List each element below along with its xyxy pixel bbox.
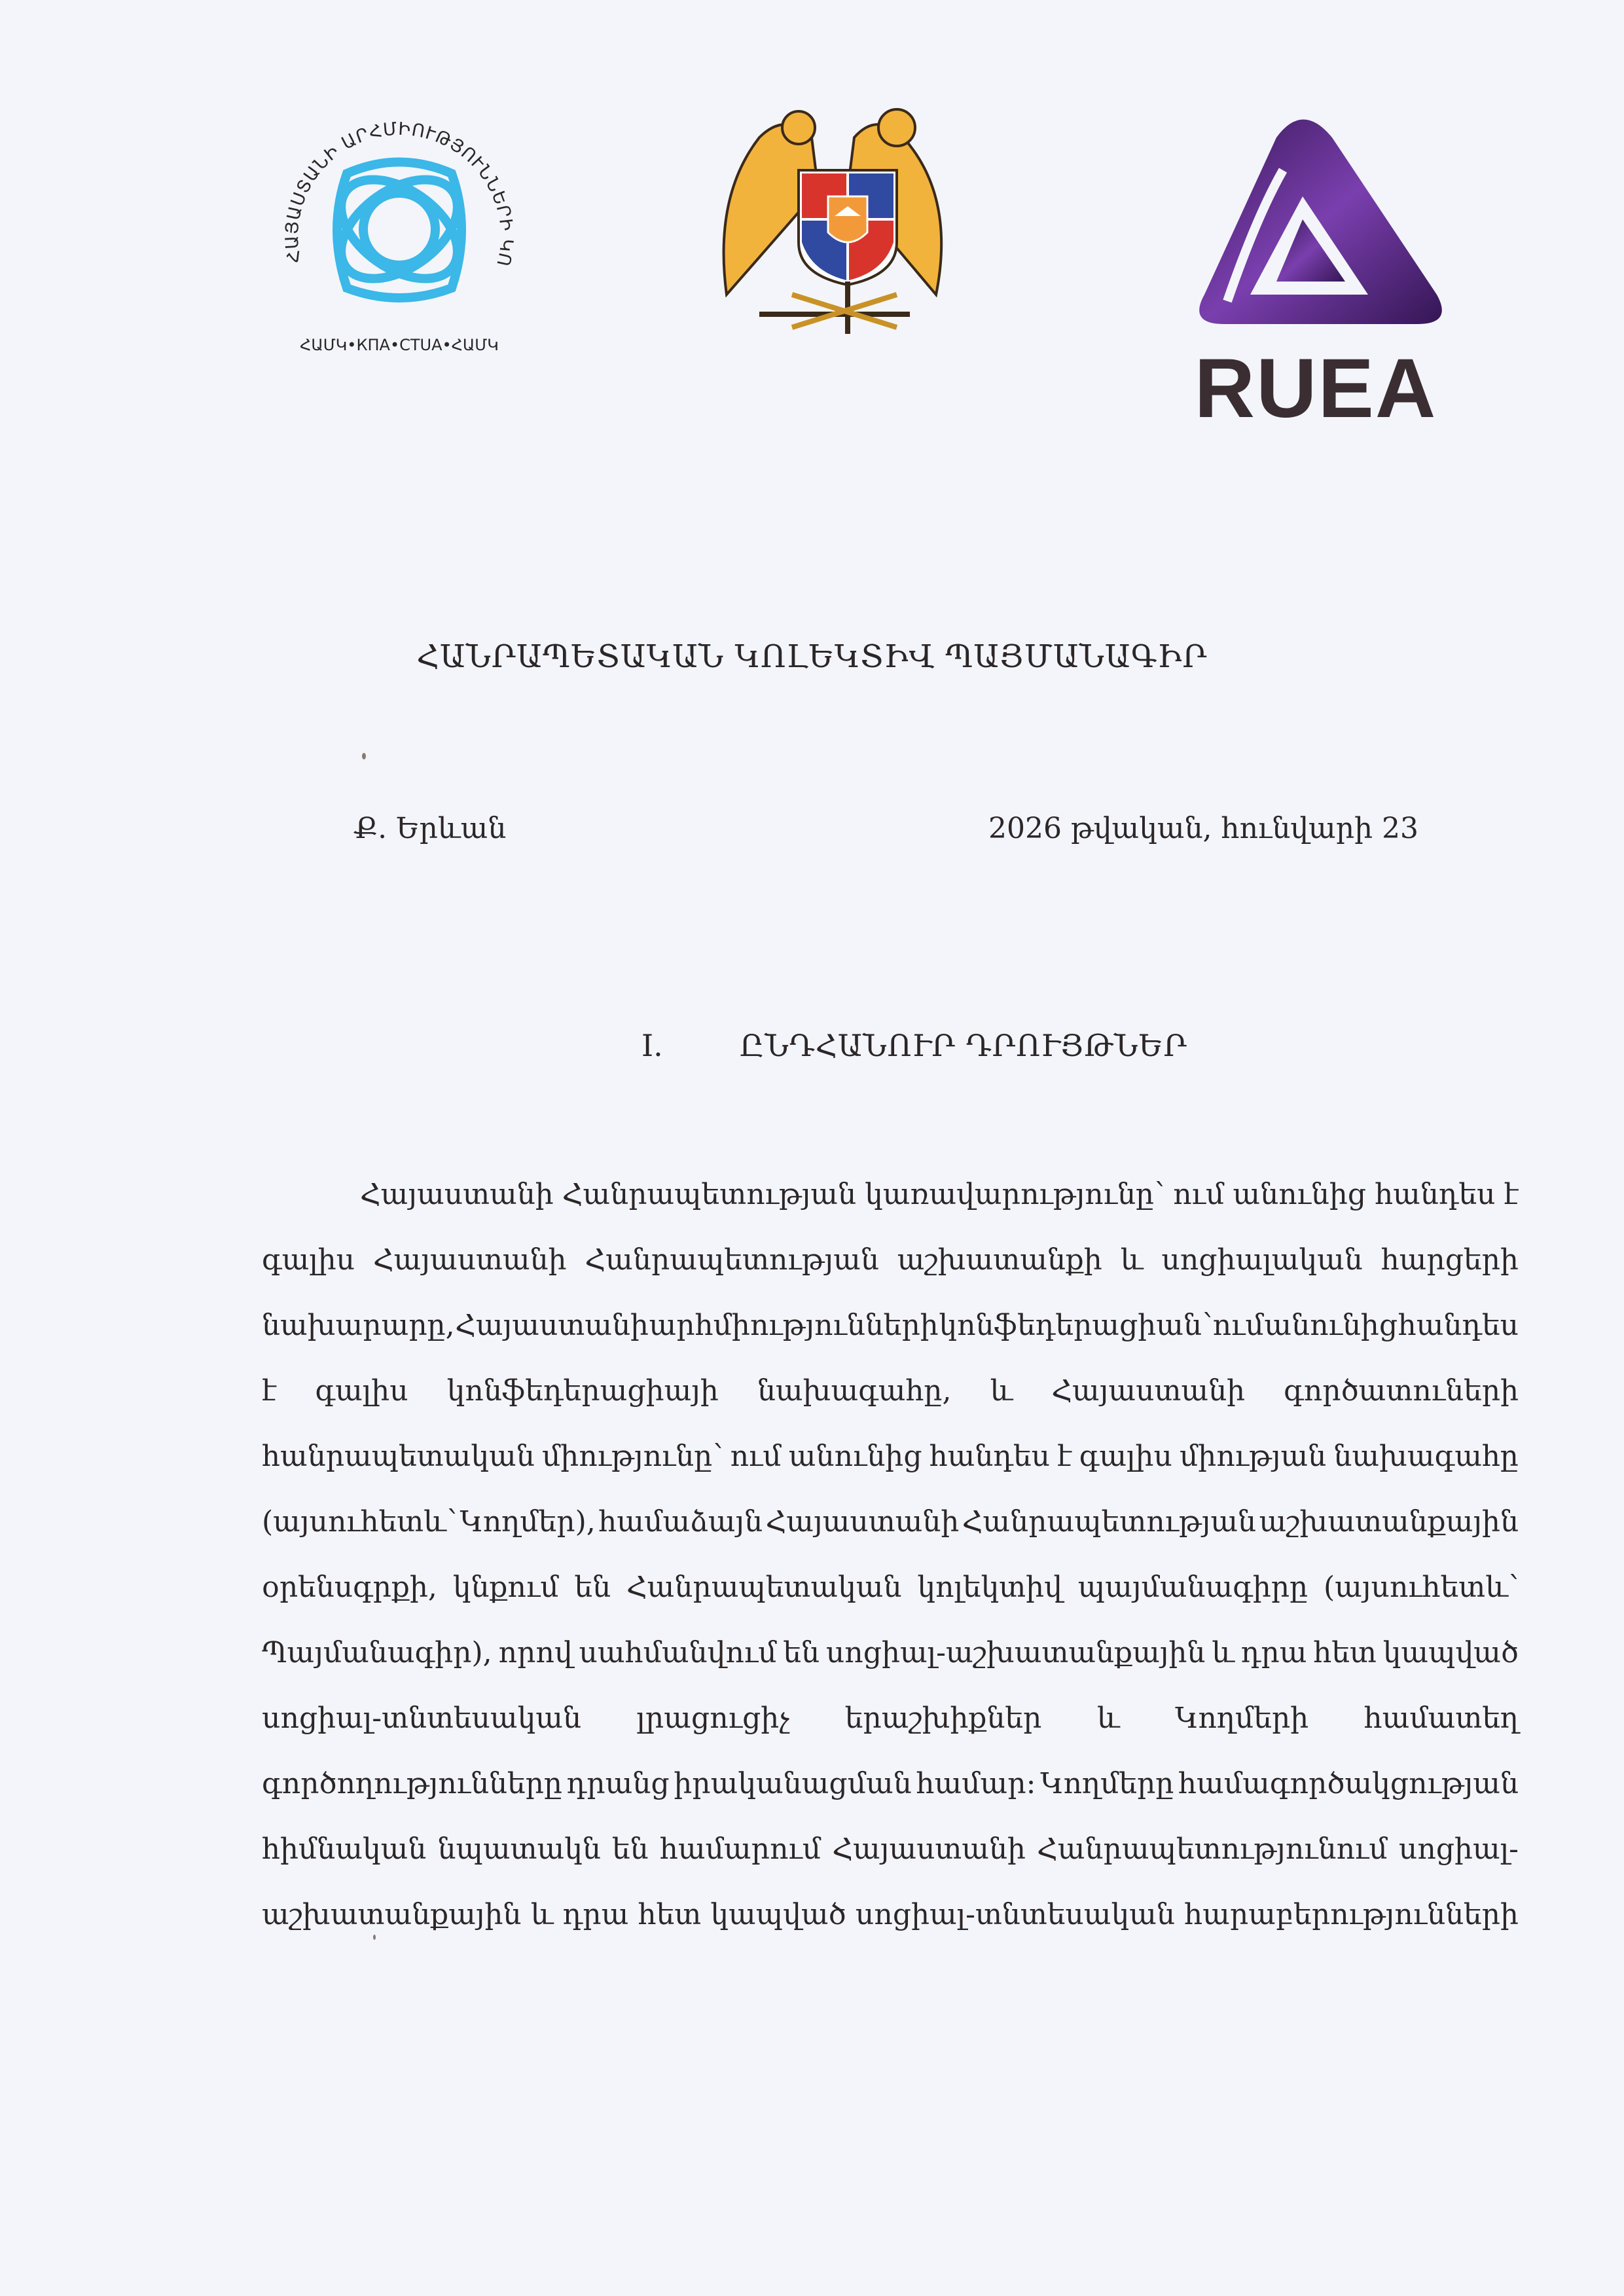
- body-line: [262, 1293, 1519, 1358]
- word: հանդես: [1398, 1309, 1519, 1342]
- body-line: [262, 1620, 1519, 1686]
- word: ում: [1212, 1309, 1264, 1342]
- word: ում: [730, 1440, 782, 1473]
- word: աշխատանքի: [897, 1243, 1102, 1277]
- word: հարցերի: [1380, 1243, 1519, 1277]
- word: պայմանագիրը: [1077, 1571, 1308, 1604]
- word: Հայաստանի: [1051, 1374, 1246, 1408]
- ctua-arc-text: ՀԱՅԱՍՏԱՆԻ ԱՐՀՄԻՈՒԹՅՈՒՆՆԵՐԻ ԿՈ: [281, 118, 517, 269]
- word: են: [783, 1636, 820, 1669]
- document-title: ՀԱՆՐԱՊԵՏԱԿԱՆ ԿՈԼԵԿՏԻՎ ՊԱՅՄԱՆԱԳԻՐ: [416, 638, 1208, 675]
- ruea-logo: [1178, 105, 1453, 445]
- word: Հանրապետական: [626, 1571, 902, 1604]
- word: լրացուցիչ: [636, 1702, 790, 1735]
- word: միությունը՝: [541, 1440, 723, 1473]
- ruea-triangle-icon: [1178, 105, 1453, 340]
- body-line: [262, 1555, 1519, 1620]
- word: Հայաստանի: [832, 1832, 1026, 1866]
- word: իրականացման: [674, 1767, 912, 1800]
- ctua-emblem-icon: [262, 98, 537, 360]
- word: (այսուհետև՝: [1324, 1571, 1519, 1604]
- document-city: Ք. Երևան: [353, 812, 507, 845]
- word: համարում: [659, 1832, 821, 1866]
- word: Կողմերը: [1040, 1767, 1174, 1800]
- body-paragraph: [262, 1162, 1519, 1948]
- word: կապված: [1382, 1636, 1519, 1669]
- word: դրա: [1240, 1636, 1307, 1669]
- word: է: [1057, 1440, 1072, 1473]
- word: Հանրապետության: [962, 1505, 1257, 1539]
- scan-speck: [373, 1935, 376, 1940]
- word: է: [1504, 1178, 1519, 1211]
- word: Կողմեր),: [460, 1505, 596, 1539]
- word: գալիս: [1079, 1440, 1172, 1473]
- word: են: [612, 1832, 649, 1866]
- ruea-wordmark: RUEA: [1194, 342, 1437, 435]
- word: արհմիությունների: [649, 1309, 939, 1342]
- ctua-logo: [262, 98, 537, 360]
- word: կոնֆեդերացիայի: [446, 1374, 719, 1408]
- word: համար:: [916, 1767, 1036, 1800]
- word: հետ: [1313, 1636, 1377, 1669]
- word: սոցիալ-տնտեսական: [262, 1702, 581, 1735]
- word: կապված: [710, 1898, 846, 1931]
- word: Պայմանագիր),: [262, 1636, 492, 1669]
- word: են: [574, 1571, 611, 1604]
- body-line: [262, 1817, 1519, 1882]
- word: Հանրապետությունում: [1037, 1832, 1388, 1866]
- word: համագործակցության: [1178, 1767, 1519, 1800]
- word: գործատուների: [1284, 1374, 1519, 1408]
- word: է: [262, 1374, 277, 1408]
- word: համաձայն: [598, 1505, 763, 1539]
- word: նպատակն: [437, 1832, 601, 1866]
- word: դրանց: [566, 1767, 670, 1800]
- section-number: I.: [641, 1028, 663, 1063]
- word: և: [1120, 1243, 1144, 1277]
- word: և: [530, 1898, 554, 1931]
- word: սոցիալական: [1161, 1243, 1363, 1277]
- word: սահմանվում: [579, 1636, 777, 1669]
- word: համատեղ: [1363, 1702, 1519, 1735]
- word: Կողմերի: [1175, 1702, 1309, 1735]
- word: ում: [1173, 1178, 1225, 1211]
- word: նախագահը,: [757, 1374, 952, 1408]
- word: և: [990, 1374, 1013, 1408]
- body-line: [262, 1882, 1519, 1948]
- body-line: [262, 1751, 1519, 1817]
- word: հարաբերությունների: [1184, 1898, 1519, 1931]
- armenia-coat-of-arms: [700, 98, 962, 354]
- word: և: [1212, 1636, 1235, 1669]
- word: աշխատանքային: [262, 1898, 522, 1931]
- word: հանդես: [1375, 1178, 1496, 1211]
- word: երաշխիքներ: [844, 1702, 1042, 1735]
- word: սոցիալ-տնտեսական: [855, 1898, 1175, 1931]
- document-date: 2026 թվական, հունվարի 23: [988, 812, 1418, 845]
- body-line: [262, 1686, 1519, 1751]
- word: գործողությունները: [262, 1767, 562, 1800]
- word: աշխատանքային: [1259, 1505, 1519, 1539]
- scan-speck: [362, 753, 366, 759]
- ctua-abbreviation: ՀԱՄԿ•КПА•CTUA•ՀԱՄԿ: [300, 336, 499, 354]
- word: նախարարը,: [262, 1309, 455, 1342]
- word: Հայաստանի: [765, 1505, 960, 1539]
- word: գալիս: [262, 1243, 355, 1277]
- word: հիմնական: [262, 1832, 427, 1866]
- word: Հայաստանի: [372, 1243, 567, 1277]
- word: սոցիալ-: [1398, 1832, 1519, 1866]
- word: օրենսգրքի,: [262, 1571, 437, 1604]
- word: Հայաստանի: [455, 1309, 649, 1342]
- word: միության: [1179, 1440, 1327, 1473]
- word: Հայաստանի: [360, 1178, 554, 1211]
- word: անունից: [1264, 1309, 1398, 1342]
- word: նախագահը: [1333, 1440, 1519, 1473]
- section-title: ԸՆԴՀԱՆՈՒՐ ԴՐՈՒՅԹՆԵՐ: [740, 1028, 1188, 1063]
- word: Հանրապետության: [562, 1178, 857, 1211]
- word: անունից: [788, 1440, 922, 1473]
- word: կնքում: [452, 1571, 559, 1604]
- word: Հանրապետության: [585, 1243, 879, 1277]
- body-line: [262, 1228, 1519, 1293]
- word: կոլեկտիվ: [917, 1571, 1062, 1604]
- word: դրա: [562, 1898, 629, 1931]
- word: հանդես: [929, 1440, 1050, 1473]
- coat-of-arms-icon: [700, 98, 962, 354]
- body-line: [262, 1424, 1519, 1489]
- word: անունից: [1233, 1178, 1367, 1211]
- body-line: [262, 1489, 1519, 1555]
- word: հանրապետական: [262, 1440, 535, 1473]
- word: հետ: [638, 1898, 702, 1931]
- word: (այսուհետև՝: [262, 1505, 457, 1539]
- word: գալիս: [315, 1374, 408, 1408]
- word: որով: [498, 1636, 573, 1669]
- word: և: [1096, 1702, 1120, 1735]
- body-line: [262, 1358, 1519, 1424]
- word: կոնֆեդերացիան՝: [939, 1309, 1212, 1342]
- word: սոցիալ-աշխատանքային: [825, 1636, 1206, 1669]
- body-line: [262, 1162, 1519, 1228]
- word: կառավարությունը՝: [865, 1178, 1164, 1211]
